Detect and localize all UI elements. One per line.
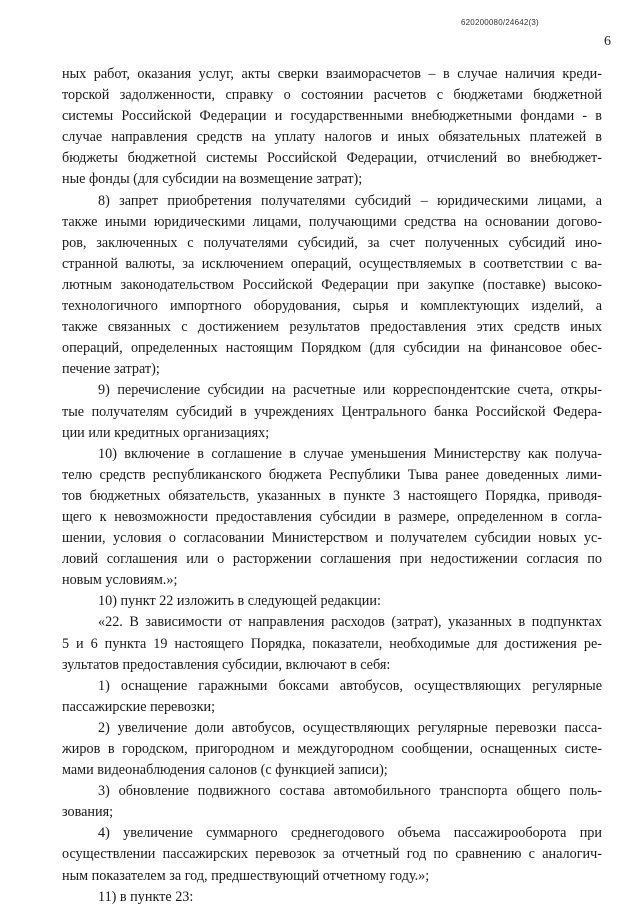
text-line: ные фонды (для субсидии на возмещение затрат); [62, 171, 363, 188]
text-line: торской задолженности, справку о состоянии расчетов с бюджетами бюджетной [62, 87, 602, 104]
text-line: «22. В зависимости от направления расходов (затрат), указанных в подпунктах [98, 614, 602, 631]
text-line: 9) перечисление субсидии на расчетные или корреспондентские счета, откры- [98, 382, 602, 399]
text-line: операций, определенных настоящим Порядком (для субсидии на финансовое обес- [62, 340, 602, 357]
text-line: бюджеты бюджетной системы Российской Федерации, отчислений во внебюджет- [62, 150, 602, 167]
text-line: также связанных с достижением результатов предоставления этих средств иных [62, 319, 602, 336]
text-line: пассажирские перевозки; [62, 698, 216, 715]
text-line: странной валюты, за исключением операций, осуществляемых в соответствии с ва- [62, 255, 602, 272]
text-line: зультатов предоставления субсидии, включают в себя: [62, 656, 391, 673]
text-line: ным показателем за год, предшествующий отчетному году.»; [62, 867, 430, 884]
text-line: лютным законодательством Российской Федерации при закупке (поставке) высоко- [62, 276, 602, 293]
text-line: ции или кредитных организациях; [62, 424, 270, 441]
text-line: печение затрат); [62, 361, 160, 378]
text-line: зования; [62, 804, 114, 821]
text-line: также иными юридическими лицами, получающими средства на основании догово- [62, 213, 602, 230]
text-line: системы Российской Федерации и государственными внебюджетными фондами - в [62, 108, 602, 125]
text-line: жиров в городском, пригородном и междугородном сообщении, оснащенных систе- [62, 741, 602, 757]
text-line: осуществлении пассажирских перевозок за отчетный год по сравнению с аналогич- [62, 846, 602, 863]
text-line: щего к невозможности предоставления субсидии в размере, определенном в согла- [62, 508, 602, 525]
text-line: случае направления средств на уплату налогов и иных обязательных платежей в [62, 129, 602, 146]
text-line: шении, условия о согласовании Министерством и получателем субсидии новых ус- [62, 530, 602, 547]
text-line: 3) обновление подвижного состава автомобильного транспорта общего поль- [98, 783, 602, 800]
text-line: 4) увеличение суммарного среднегодового объема пассажирооборота при [98, 825, 602, 842]
text-line: 10) включение в соглашение в случае уменьшения Министерству как получа- [98, 445, 602, 462]
text-line: телю средств республиканского бюджета Республики Тыва ранее доведенных лими- [62, 466, 602, 483]
text-line: 5 и 6 пункта 19 настоящего Порядка, показатели, необходимые для достижения ре- [62, 635, 602, 652]
page-number: 6 [604, 34, 611, 49]
text-line: 1) оснащение гаражными боксами автобусов, осуществляющих регулярные [98, 677, 602, 694]
text-line: ловий соглашения или о расторжении соглашения при недостижении согласия по [62, 551, 602, 568]
text-line: тов бюджетных обязательств, указанных в пункте 3 настоящего Порядка, приводя- [62, 487, 602, 504]
document-id: 620200080/24642(3) [461, 18, 539, 27]
text-line: новым условиям.»; [62, 572, 178, 589]
text-line: 2) увеличение доли автобусов, осуществляющих регулярные перевозки пасса- [98, 719, 602, 736]
text-line: 10) пункт 22 изложить в следующей редакции: [98, 593, 381, 610]
text-line: ров, заключенных с получателями субсидий, за счет полученных субсидий ино- [62, 234, 602, 251]
body-text [62, 64, 602, 908]
text-line: 8) запрет приобретения получателями субсидий – юридическими лицами, а [98, 192, 602, 209]
text-line: технологичного импортного оборудования, сырья и комплектующих изделий, а [62, 298, 602, 315]
text-line: мами видеонаблюдения салонов (с функцией записи); [62, 762, 388, 779]
text-line: тые получателям субсидий в учреждениях Центрального банка Российской Федера- [62, 403, 602, 420]
text-line: 11) в пункте 23: [98, 888, 194, 905]
text-line: ных работ, оказания услуг, акты сверки взаиморасчетов – в случае наличия креди- [62, 66, 602, 82]
